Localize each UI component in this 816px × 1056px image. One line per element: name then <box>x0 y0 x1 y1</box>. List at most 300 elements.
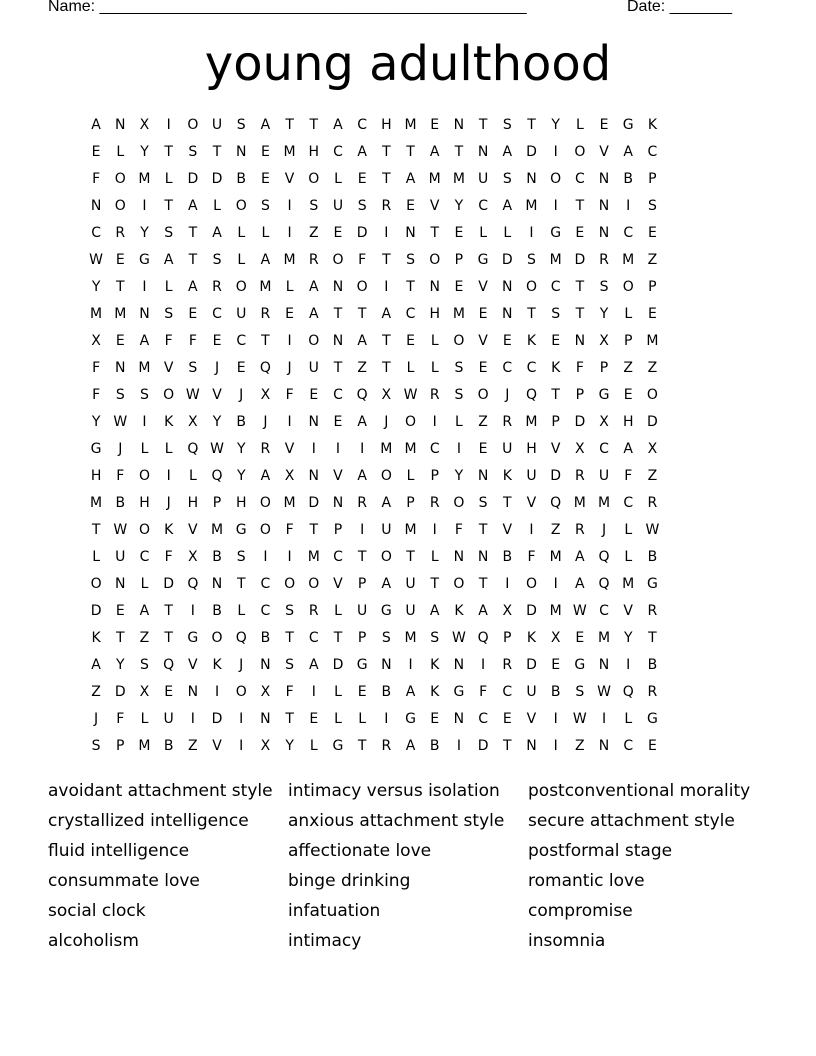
grid-letter[interactable]: S <box>478 495 488 511</box>
grid-letter[interactable]: L <box>140 441 149 457</box>
grid-letter[interactable]: S <box>502 117 512 133</box>
grid-letter[interactable]: Y <box>91 279 101 295</box>
grid-letter[interactable]: U <box>526 468 537 484</box>
grid-letter[interactable]: Z <box>139 630 150 646</box>
grid-letter[interactable]: O <box>90 576 102 592</box>
grid-letter[interactable]: G <box>453 684 465 700</box>
grid-letter[interactable]: M <box>259 279 272 295</box>
grid-letter[interactable]: W <box>185 387 200 403</box>
grid-letter[interactable]: Z <box>91 684 101 700</box>
grid-letter[interactable]: O <box>550 171 562 187</box>
grid-letter[interactable]: V <box>163 360 174 376</box>
grid-letter[interactable]: N <box>115 576 126 592</box>
grid-letter[interactable]: K <box>454 603 464 619</box>
grid-letter[interactable]: S <box>236 549 246 565</box>
grid-letter[interactable]: C <box>550 279 561 295</box>
grid-letter[interactable]: J <box>166 495 171 511</box>
grid-letter[interactable]: E <box>115 603 125 619</box>
grid-letter[interactable]: A <box>623 144 633 160</box>
grid-letter[interactable]: T <box>406 144 415 160</box>
grid-letter[interactable]: S <box>164 225 174 241</box>
grid-letter[interactable]: M <box>307 549 320 565</box>
grid-letter[interactable]: V <box>284 441 295 457</box>
grid-letter[interactable]: X <box>91 333 101 349</box>
grid-letter[interactable]: Y <box>236 441 246 457</box>
grid-letter[interactable]: A <box>405 738 416 754</box>
grid-letter[interactable]: E <box>502 711 512 727</box>
grid-letter[interactable]: A <box>163 252 174 268</box>
grid-letter[interactable]: Z <box>188 738 198 754</box>
grid-letter[interactable]: E <box>551 333 561 349</box>
grid-letter[interactable]: R <box>381 738 392 754</box>
grid-letter[interactable]: S <box>527 252 536 268</box>
grid-letter[interactable]: W <box>113 522 128 538</box>
grid-letter[interactable]: M <box>452 171 465 187</box>
grid-letter[interactable]: U <box>598 468 610 484</box>
grid-letter[interactable]: G <box>646 576 658 592</box>
grid-letter[interactable]: T <box>382 333 391 349</box>
grid-letter[interactable]: M <box>404 441 417 457</box>
grid-letter[interactable]: O <box>308 576 320 592</box>
grid-letter[interactable]: A <box>308 279 319 295</box>
grid-letter[interactable]: O <box>235 684 247 700</box>
grid-letter[interactable]: N <box>260 657 271 673</box>
grid-letter[interactable]: F <box>285 387 294 403</box>
grid-letter[interactable]: G <box>235 522 247 538</box>
grid-letter[interactable]: T <box>357 738 367 754</box>
grid-letter[interactable]: C <box>333 387 343 403</box>
grid-letter[interactable]: F <box>479 684 488 700</box>
grid-letter[interactable]: X <box>260 684 271 700</box>
grid-letter[interactable]: F <box>624 468 633 484</box>
grid-letter[interactable]: R <box>574 522 585 538</box>
grid-letter[interactable]: T <box>430 576 439 592</box>
grid-letter[interactable]: P <box>551 414 560 430</box>
grid-letter[interactable]: K <box>551 360 561 376</box>
grid-letter[interactable]: L <box>430 333 439 349</box>
grid-letter[interactable]: M <box>380 441 393 457</box>
grid-letter[interactable]: A <box>478 603 488 619</box>
grid-letter[interactable]: M <box>283 144 296 160</box>
grid-letter[interactable]: I <box>456 441 461 457</box>
grid-letter[interactable]: R <box>647 684 658 700</box>
grid-letter[interactable]: L <box>334 603 342 619</box>
grid-letter[interactable]: D <box>90 603 102 619</box>
grid-letter[interactable]: B <box>381 684 392 700</box>
grid-letter[interactable]: V <box>623 603 633 619</box>
grid-letter[interactable]: Y <box>551 117 560 133</box>
grid-letter[interactable]: R <box>429 387 440 403</box>
grid-letter[interactable]: A <box>260 252 271 268</box>
grid-letter[interactable]: T <box>116 630 125 646</box>
grid-letter[interactable]: J <box>287 360 292 376</box>
grid-letter[interactable]: U <box>405 576 416 592</box>
grid-letter[interactable]: E <box>333 414 343 430</box>
grid-letter[interactable]: B <box>236 171 247 187</box>
grid-letter[interactable]: M <box>404 522 417 538</box>
grid-letter[interactable]: L <box>164 441 173 457</box>
grid-letter[interactable]: S <box>357 198 367 214</box>
grid-letter[interactable]: Y <box>236 468 246 484</box>
grid-letter[interactable]: A <box>405 684 416 700</box>
grid-letter[interactable]: W <box>210 441 224 457</box>
grid-letter[interactable]: I <box>553 738 558 754</box>
grid-letter[interactable]: T <box>164 630 173 646</box>
grid-letter[interactable]: Y <box>454 468 464 484</box>
grid-letter[interactable]: N <box>115 360 126 376</box>
grid-letter[interactable]: I <box>190 603 195 619</box>
grid-letter[interactable]: B <box>550 684 561 700</box>
grid-letter[interactable]: Z <box>550 522 561 538</box>
grid-letter[interactable]: X <box>502 603 513 619</box>
grid-letter[interactable]: T <box>430 225 439 241</box>
grid-letter[interactable]: L <box>624 711 633 727</box>
grid-letter[interactable]: Z <box>647 468 658 484</box>
grid-letter[interactable]: A <box>357 414 367 430</box>
grid-letter[interactable]: P <box>333 522 343 538</box>
grid-letter[interactable]: X <box>599 333 609 349</box>
grid-letter[interactable]: B <box>429 738 440 754</box>
grid-letter[interactable]: I <box>505 576 510 592</box>
grid-letter[interactable]: N <box>139 306 150 322</box>
grid-letter[interactable]: O <box>453 495 465 511</box>
grid-letter[interactable]: O <box>646 387 658 403</box>
grid-letter[interactable]: A <box>575 549 585 565</box>
grid-letter[interactable]: A <box>381 306 392 322</box>
grid-letter[interactable]: T <box>382 144 391 160</box>
grid-letter[interactable]: T <box>333 360 343 376</box>
grid-letter[interactable]: I <box>190 711 195 727</box>
grid-letter[interactable]: N <box>598 738 610 754</box>
grid-letter[interactable]: Q <box>259 360 271 376</box>
grid-letter[interactable]: T <box>527 306 536 322</box>
grid-letter[interactable]: P <box>575 387 585 403</box>
grid-letter[interactable]: E <box>647 306 657 322</box>
grid-letter[interactable]: K <box>430 684 440 700</box>
grid-letter[interactable]: W <box>89 252 104 268</box>
grid-letter[interactable]: S <box>188 360 198 376</box>
grid-letter[interactable]: I <box>287 414 292 430</box>
grid-letter[interactable]: C <box>502 360 513 376</box>
grid-letter[interactable]: T <box>333 306 343 322</box>
grid-letter[interactable]: O <box>574 144 586 160</box>
grid-letter[interactable]: U <box>308 360 319 376</box>
grid-letter[interactable]: N <box>598 225 610 241</box>
grid-letter[interactable]: U <box>211 117 223 133</box>
grid-letter[interactable]: T <box>285 117 294 133</box>
grid-letter[interactable]: C <box>647 144 658 160</box>
grid-letter[interactable]: S <box>115 387 125 403</box>
grid-letter[interactable]: I <box>142 414 147 430</box>
grid-letter[interactable]: W <box>113 414 128 430</box>
grid-letter[interactable]: N <box>332 495 344 511</box>
grid-letter[interactable]: Y <box>454 198 464 214</box>
grid-letter[interactable]: Z <box>647 360 658 376</box>
grid-letter[interactable]: N <box>574 333 586 349</box>
grid-letter[interactable]: Y <box>212 414 222 430</box>
grid-letter[interactable]: U <box>477 171 489 187</box>
grid-letter[interactable]: M <box>549 252 562 268</box>
grid-letter[interactable]: P <box>454 252 464 268</box>
grid-letter[interactable]: X <box>575 441 585 457</box>
grid-letter[interactable]: E <box>623 387 633 403</box>
grid-letter[interactable]: S <box>260 198 270 214</box>
grid-letter[interactable]: E <box>164 684 174 700</box>
grid-letter[interactable]: F <box>92 360 101 376</box>
grid-letter[interactable]: R <box>647 603 658 619</box>
grid-letter[interactable]: T <box>357 549 367 565</box>
grid-letter[interactable]: I <box>311 441 316 457</box>
grid-letter[interactable]: A <box>139 603 150 619</box>
grid-letter[interactable]: Q <box>187 441 199 457</box>
grid-letter[interactable]: L <box>140 576 149 592</box>
grid-letter[interactable]: R <box>502 657 513 673</box>
grid-letter[interactable]: F <box>164 333 173 349</box>
grid-letter[interactable]: Z <box>308 225 319 241</box>
grid-letter[interactable]: N <box>477 549 489 565</box>
grid-letter[interactable]: O <box>380 468 392 484</box>
grid-letter[interactable]: D <box>526 144 537 160</box>
grid-letter[interactable]: M <box>404 117 417 133</box>
grid-letter[interactable]: N <box>381 657 392 673</box>
grid-letter[interactable]: I <box>263 549 268 565</box>
grid-letter[interactable]: L <box>455 414 463 430</box>
grid-letter[interactable]: F <box>454 522 463 538</box>
grid-letter[interactable]: T <box>648 630 657 646</box>
grid-letter[interactable]: U <box>526 684 537 700</box>
grid-letter[interactable]: L <box>237 252 246 268</box>
grid-letter[interactable]: D <box>647 414 658 430</box>
grid-letter[interactable]: N <box>332 333 344 349</box>
grid-letter[interactable]: C <box>478 711 488 727</box>
grid-letter[interactable]: M <box>525 198 538 214</box>
grid-letter[interactable]: I <box>553 576 558 592</box>
grid-letter[interactable]: G <box>405 711 416 727</box>
grid-letter[interactable]: D <box>114 684 126 700</box>
grid-letter[interactable]: E <box>599 117 609 133</box>
grid-letter[interactable]: I <box>311 684 316 700</box>
grid-letter[interactable]: E <box>454 225 464 241</box>
grid-letter[interactable]: B <box>623 171 634 187</box>
grid-letter[interactable]: D <box>550 468 562 484</box>
grid-letter[interactable]: I <box>142 279 147 295</box>
grid-letter[interactable]: S <box>140 387 149 403</box>
grid-letter[interactable]: F <box>116 711 125 727</box>
grid-letter[interactable]: G <box>356 657 368 673</box>
grid-letter[interactable]: Z <box>575 738 585 754</box>
grid-letter[interactable]: F <box>358 252 367 268</box>
grid-letter[interactable]: N <box>308 414 320 430</box>
grid-letter[interactable]: I <box>432 522 437 538</box>
grid-letter[interactable]: A <box>405 171 416 187</box>
grid-letter[interactable]: L <box>430 549 439 565</box>
grid-letter[interactable]: V <box>550 441 561 457</box>
grid-letter[interactable]: L <box>334 711 342 727</box>
grid-letter[interactable]: S <box>599 279 609 295</box>
grid-letter[interactable]: K <box>91 630 101 646</box>
grid-letter[interactable]: R <box>647 495 658 511</box>
grid-letter[interactable]: E <box>115 333 125 349</box>
grid-letter[interactable]: H <box>139 495 150 511</box>
grid-letter[interactable]: L <box>92 549 100 565</box>
grid-letter[interactable]: O <box>114 198 126 214</box>
grid-letter[interactable]: E <box>236 360 246 376</box>
grid-letter[interactable]: N <box>405 225 416 241</box>
grid-letter[interactable]: D <box>477 738 489 754</box>
grid-letter[interactable]: U <box>502 441 513 457</box>
grid-letter[interactable]: F <box>285 684 294 700</box>
grid-letter[interactable]: K <box>430 657 440 673</box>
grid-letter[interactable]: J <box>239 657 244 673</box>
grid-letter[interactable]: K <box>502 468 512 484</box>
grid-letter[interactable]: C <box>91 225 101 241</box>
grid-letter[interactable]: E <box>406 333 415 349</box>
grid-letter[interactable]: T <box>309 117 319 133</box>
grid-letter[interactable]: P <box>648 279 657 295</box>
grid-letter[interactable]: E <box>357 171 367 187</box>
grid-letter[interactable]: B <box>647 549 658 565</box>
grid-letter[interactable]: H <box>622 414 634 430</box>
grid-letter[interactable]: T <box>406 279 415 295</box>
grid-letter[interactable]: L <box>309 738 318 754</box>
grid-letter[interactable]: T <box>406 549 415 565</box>
grid-letter[interactable]: L <box>188 468 197 484</box>
grid-letter[interactable]: L <box>479 225 487 241</box>
grid-letter[interactable]: O <box>284 576 296 592</box>
grid-letter[interactable]: H <box>235 495 247 511</box>
grid-letter[interactable]: E <box>115 252 125 268</box>
grid-letter[interactable]: L <box>261 225 270 241</box>
grid-letter[interactable]: E <box>575 630 585 646</box>
grid-letter[interactable]: F <box>164 549 173 565</box>
grid-letter[interactable]: A <box>502 144 513 160</box>
grid-letter[interactable]: O <box>163 387 175 403</box>
grid-letter[interactable]: V <box>212 387 222 403</box>
grid-letter[interactable]: E <box>478 360 488 376</box>
grid-letter[interactable]: F <box>92 171 101 187</box>
grid-letter[interactable]: I <box>601 711 607 727</box>
grid-letter[interactable]: E <box>647 738 657 754</box>
grid-letter[interactable]: E <box>260 171 270 187</box>
grid-letter[interactable]: T <box>91 522 101 538</box>
grid-letter[interactable]: P <box>406 495 415 511</box>
grid-letter[interactable]: B <box>163 738 174 754</box>
grid-letter[interactable]: Y <box>623 630 633 646</box>
grid-letter[interactable]: Q <box>356 387 368 403</box>
grid-letter[interactable]: I <box>529 522 534 538</box>
grid-letter[interactable]: C <box>260 603 271 619</box>
grid-letter[interactable]: A <box>502 198 513 214</box>
grid-letter[interactable]: O <box>380 549 392 565</box>
grid-letter[interactable]: J <box>384 414 389 430</box>
grid-letter[interactable]: X <box>139 117 150 133</box>
grid-letter[interactable]: I <box>553 144 558 160</box>
grid-letter[interactable]: R <box>574 468 585 484</box>
grid-letter[interactable]: H <box>308 144 320 160</box>
grid-letter[interactable]: B <box>236 414 247 430</box>
grid-letter[interactable]: N <box>211 576 223 592</box>
grid-letter[interactable]: T <box>236 576 246 592</box>
grid-letter[interactable]: C <box>623 495 634 511</box>
grid-letter[interactable]: N <box>502 306 513 322</box>
grid-letter[interactable]: I <box>287 549 292 565</box>
grid-letter[interactable]: A <box>212 225 222 241</box>
grid-letter[interactable]: C <box>599 441 609 457</box>
grid-letter[interactable]: J <box>263 414 268 430</box>
grid-letter[interactable]: S <box>551 306 561 322</box>
grid-letter[interactable]: I <box>360 522 365 538</box>
grid-letter[interactable]: E <box>454 279 464 295</box>
grid-letter[interactable]: J <box>118 441 123 457</box>
grid-letter[interactable]: N <box>332 279 344 295</box>
grid-letter[interactable]: L <box>116 144 125 160</box>
grid-letter[interactable]: E <box>406 198 415 214</box>
grid-letter[interactable]: V <box>478 333 488 349</box>
grid-letter[interactable]: Q <box>163 657 175 673</box>
grid-letter[interactable]: L <box>503 225 512 241</box>
grid-letter[interactable]: S <box>309 198 319 214</box>
grid-letter[interactable]: M <box>404 630 417 646</box>
grid-letter[interactable]: S <box>647 198 657 214</box>
grid-letter[interactable]: B <box>502 549 513 565</box>
grid-letter[interactable]: A <box>260 468 271 484</box>
grid-letter[interactable]: M <box>283 252 296 268</box>
grid-letter[interactable]: L <box>624 549 633 565</box>
grid-letter[interactable]: X <box>260 738 271 754</box>
grid-letter[interactable]: O <box>453 576 465 592</box>
grid-letter[interactable]: I <box>553 198 558 214</box>
grid-letter[interactable]: I <box>384 711 389 727</box>
grid-letter[interactable]: X <box>139 684 150 700</box>
grid-letter[interactable]: E <box>260 144 270 160</box>
grid-letter[interactable]: F <box>188 333 197 349</box>
grid-letter[interactable]: T <box>575 306 585 322</box>
grid-letter[interactable]: G <box>380 603 392 619</box>
grid-letter[interactable]: I <box>166 468 171 484</box>
grid-letter[interactable]: M <box>549 549 562 565</box>
grid-letter[interactable]: B <box>212 603 222 619</box>
grid-letter[interactable]: U <box>332 198 344 214</box>
grid-letter[interactable]: S <box>285 603 295 619</box>
grid-letter[interactable]: E <box>285 306 295 322</box>
grid-letter[interactable]: E <box>430 711 440 727</box>
grid-letter[interactable]: Y <box>140 144 149 160</box>
grid-letter[interactable]: U <box>115 549 126 565</box>
grid-letter[interactable]: O <box>114 171 126 187</box>
grid-letter[interactable]: R <box>115 225 126 241</box>
grid-letter[interactable]: G <box>90 441 102 457</box>
grid-letter[interactable]: V <box>188 522 198 538</box>
grid-letter[interactable]: C <box>236 333 247 349</box>
grid-letter[interactable]: C <box>526 360 537 376</box>
grid-letter[interactable]: V <box>212 738 222 754</box>
grid-letter[interactable]: M <box>549 603 562 619</box>
grid-letter[interactable]: P <box>599 360 609 376</box>
grid-letter[interactable]: Q <box>598 576 610 592</box>
grid-letter[interactable]: L <box>406 360 415 376</box>
grid-letter[interactable]: Q <box>525 387 537 403</box>
grid-letter[interactable]: D <box>501 252 513 268</box>
grid-letter[interactable]: O <box>525 576 537 592</box>
grid-letter[interactable]: I <box>432 414 437 430</box>
grid-letter[interactable]: K <box>164 414 174 430</box>
grid-letter[interactable]: S <box>285 657 295 673</box>
grid-letter[interactable]: O <box>259 495 271 511</box>
grid-letter[interactable]: V <box>284 171 295 187</box>
grid-letter[interactable]: X <box>381 387 392 403</box>
grid-letter[interactable]: O <box>477 387 489 403</box>
grid-letter[interactable]: E <box>478 306 488 322</box>
